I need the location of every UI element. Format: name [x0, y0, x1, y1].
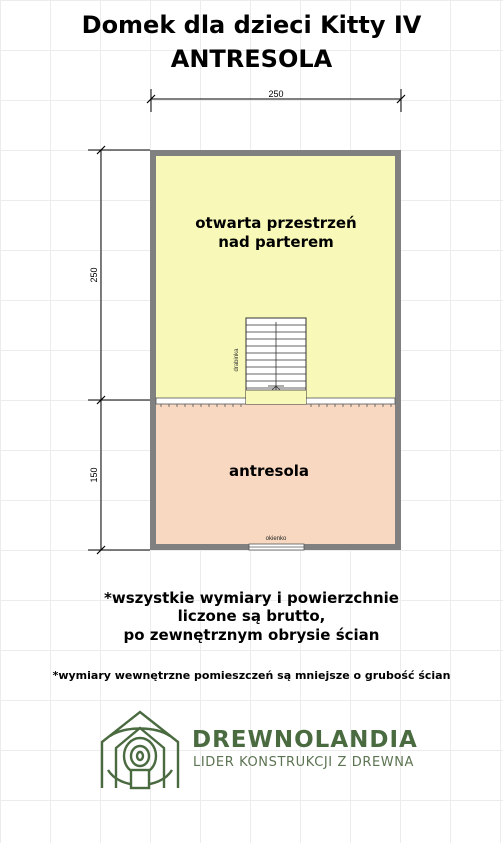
dimension-width: [147, 89, 405, 112]
logo-tagline: LIDER KONSTRUKCJI Z DREWNA: [193, 755, 415, 770]
ladder-label: drabinka: [234, 348, 240, 372]
room-mezzanine-label: antresola: [228, 462, 310, 480]
window-label: okienko: [265, 536, 287, 542]
logo-tree-icon: [102, 712, 178, 788]
note-line-1: *wszystkie wymiary i powierzchnie: [104, 589, 399, 607]
logo-name: DREWNOLANDIA: [192, 727, 418, 753]
dimension-lower-label: 150: [89, 467, 99, 483]
room-open-space-label-2: nad parterem: [218, 233, 334, 251]
note-line-3: po zewnętrznym obrysie ścian: [123, 626, 380, 644]
page-title: Domek dla dzieci Kitty IV: [81, 11, 422, 39]
page-subtitle: ANTRESOLA: [170, 45, 333, 73]
dimension-width-label: 250: [268, 89, 284, 99]
dimension-upper-label: 250: [89, 267, 99, 283]
note-small: *wymiary wewnętrzne pomieszczeń są mniejsze o grubość ścian: [52, 669, 451, 682]
note-line-2: liczone są brutto,: [177, 607, 326, 625]
room-open-space-label-1: otwarta przestrzeń: [195, 214, 357, 232]
dimension-height: [88, 146, 150, 554]
